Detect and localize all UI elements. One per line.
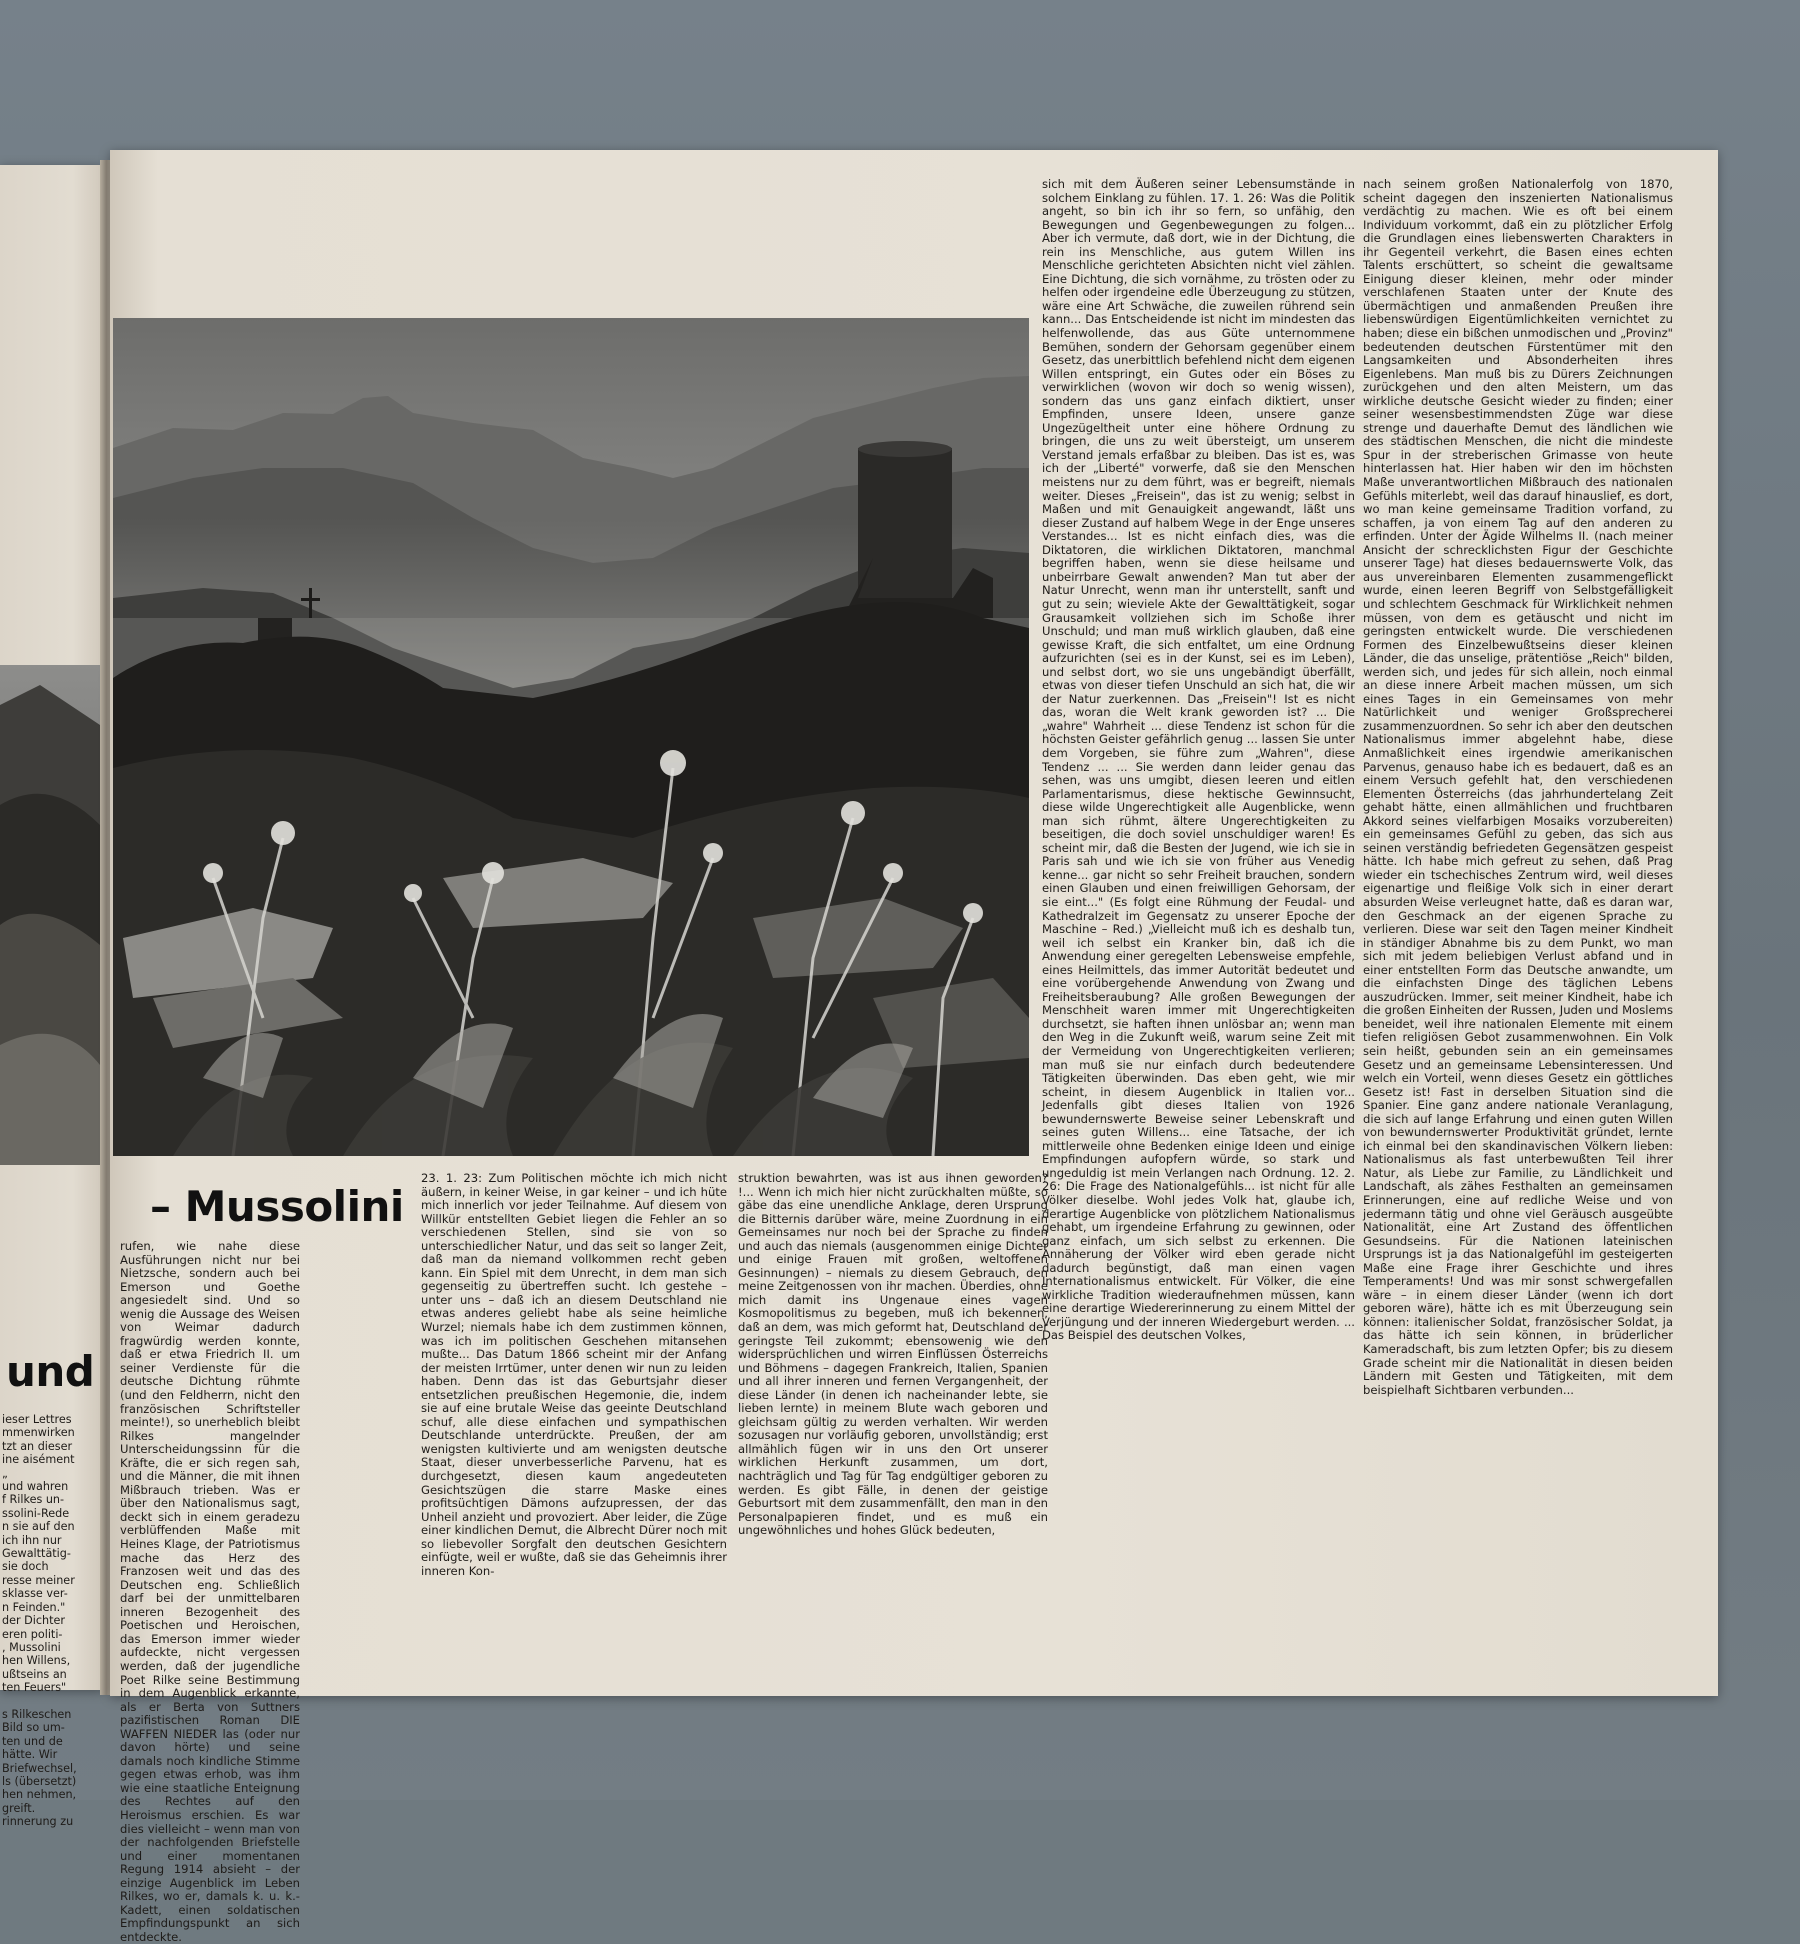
column-text: 23. 1. 23: Zum Politischen möchte ich mich nicht äußern, in keiner Weise, in gar keiner – und ich hüte mich innerlich vor jeder Teilnahme. Auf diesem von Willkür entstellten Gebiet liegen die Fehler an so verschiedenen Stellen, sind sie von so unterschiedlicher Natur, und das seit so langer Zeit, daß man da niemand vollkommen recht geben kann. Ein Spiel mit dem Unrecht, in dem man sich gegenseitig zu übertreffen sucht. Ich gestehe – unter uns – daß ich an diesem Deutschland nie etwas anderes geliebt habe als seine heimliche Wurzel; niemals habe ich dem zustimmen können, was ich im politischen Geschehen mitansehen mußte... Das Datum 1866 scheint mir der Anfang der meisten Irrtümer, unter denen wir nun zu leiden haben. Denn das ist das Geburtsjahr dieser entsetzlichen preußischen Hegemonie, die, indem sie auf eine brutale Weise das geeinte Deutschland schuf, alle diese einfachen und sympathischen Deutschlande unterdrückte. Preußen, der am wenigsten kultivierte und am wenigsten deutsche Staat, dieser unverbesserliche Parvenu, hat es durchgesetzt, diesen kaum angedeuteten Gesichtszügen die starre Maske eines profitsüchtigen Dämons aufzupressen, der das Unheil anzieht und provoziert. Aber leider, die Züge einer kindlichen Demut, die Albrecht Dürer noch mit so liebevoller Sorgfalt den deutschen Gesichtern einfügte, weil er wußte, daß sie das Geheimnis ihrer inneren Kon- <box>421 1171 727 1578</box>
left-text-column <box>2 1413 98 1829</box>
column-text: struktion bewahrten, was ist aus ihnen geworden? !... Wenn ich mich hier nicht zurückhalten müßte, so gäbe das eine unendliche Anklage, deren Ursprung die Bitternis darüber wäre, meine Zuordnung in ein Gemeinsames nur noch bei der Sprache zu finden und auch das niemals (ausgenommen einige Dichter und einige Frauen mit großen, weltoffenen Gesinnungen) – niemals zu diesem Gebrauch, den meine Zeitgenossen von ihr machen. Überdies, ohne mich damit ins Ungenaue eines vagen Kosmopolitismus zu begeben, muß ich bekennen, daß an dem, was mich geformt hat, Deutschland der geringste Teil zukommt; ebensowenig wie den widersprüchlichen und wirren Einflüssen Österreichs und Böhmens – dagegen Frankreich, Italien, Spanien und all ihrer inneren und fernen Vergangenheit, der diese Länder (in denen ich nacheinander lebte, sie lieben lernte) in meinem Blute wach geboren und gleichsam gültig zu werden verhalten. Wir werden sozusagen nur vorläufig geboren, unvollständig; erst allmählich fügen wir in uns den Ort unserer wirklichen Herkunft zusammen, um dort, nachträglich und Tag für Tag endgültiger geboren zu werden. Es gibt Fälle, in denen der geistige Geburtsort mit dem zusammenfällt, den man in den Personalpapieren findet, und es muß ein ungewöhnliches und hohes Glück bedeuten, <box>738 1171 1048 1538</box>
left-line <box>2 1695 98 1708</box>
castle-photo-illustration <box>113 318 1029 1156</box>
headline-mussolini: – Mussolini <box>150 1182 404 1231</box>
left-line: ten Feuers" <box>2 1681 67 1695</box>
left-line: resse meiner <box>2 1573 75 1587</box>
left-line: eren politi- <box>2 1627 63 1641</box>
castle-landscape-photo <box>113 318 1029 1156</box>
left-page <box>0 165 104 1829</box>
text-column-2 <box>421 1172 727 1578</box>
left-landscape-photo <box>0 665 100 1165</box>
left-line: und wahren <box>2 1480 69 1494</box>
left-line: ine aisément <box>2 1453 75 1467</box>
left-line: ten und de <box>2 1734 63 1748</box>
left-line: greift. <box>2 1801 36 1815</box>
left-line: ich ihn nur <box>2 1533 62 1547</box>
left-line: ieser Lettres <box>2 1413 72 1426</box>
left-line: ssolini-Rede <box>2 1506 70 1520</box>
left-line: ußtseins an <box>2 1667 67 1681</box>
text-column-4 <box>1042 178 1355 1343</box>
left-line: Bild so um- <box>2 1721 65 1735</box>
text-column-1 <box>120 1240 300 1944</box>
left-line: , Mussolini <box>2 1640 61 1654</box>
left-line: sklasse ver- <box>2 1587 68 1601</box>
left-line: Briefwechsel, <box>2 1761 77 1775</box>
left-line: hätte. Wir <box>2 1748 58 1762</box>
left-line: tzt an dieser <box>2 1439 73 1453</box>
left-headline: und <box>6 1347 95 1396</box>
left-line: s Rilkeschen <box>2 1707 72 1721</box>
left-line: ls (übersetzt) <box>2 1774 77 1788</box>
column-text: nach seinem großen Nationalerfolg von 1870, scheint dagegen den inszenierten Nationalismus verdächtig zu machen. Wie es oft bei einem Individuum vorkommt, daß ein zu plötzlicher Erfolg die Grundlagen eines liebenswerten Charakters in ihr Gegenteil verkehrt, die Basen eines echten Talents erschüttert, so scheint die gewaltsame Einigung dieser kleinen, mehr oder minder verschlafenen Staaten unter der Knute des übermächtigen und anmaßenden Preußen ihre liebenswürdigen Eigentümlichkeiten vernichtet zu haben; diese ein bißchen unmodischen und „Provinz" bedeutenden deutschen Fürstentümer mit den Langsamkeiten und Absonderheiten ihres Eigenlebens. Man muß bis zu Dürers Zeichnungen zurückgehen und den alten Meistern, um das wirkliche deutsche Gesicht wieder zu finden; einer seiner wesensbestimmendsten Züge war diese strenge und dauerhafte Demut des ländlichen wie des städtischen Menschen, die nicht die mindeste Spur in der streberischen Grimasse von heute hinterlassen hat. Hier haben wir den im höchsten Maße unverantwortlichen Mißbrauch des nationalen Gefühls miterlebt, weil das darauf hinauslief, es dort, wo man keine gemeinsame Tradition vorfand, zu schaffen, ja von einem Tag auf den anderen zu erfinden. Unter der Ägide Wilhelms II. (nach meiner Ansicht der schrecklichsten Figur der Geschichte unserer Tage) hat dieses bedauernswerte Volk, das aus unvereinbaren Elementen zusammengeflickt wurde, einen leeren Begriff von Selbstgefälligkeit und schlechtem Geschmack für Wirklichkeit nehmen müssen, von dem es getäuscht und nicht im geringsten entwickelt wurde. Die verschiedenen Formen des Einzelbewußtseins dieser kleinen Länder, die das unselige, prätentiöse „Reich" bilden, werden sich, und jedes für sich allein, noch einmal an diese innere Arbeit machen müssen, um sich eines Tages in ein Gemeinsames von mehr Natürlichkeit und weniger Großsprecherei zusammenzuordnen. So sehr ich aber den deutschen Nationalismus immer abgelehnt habe, diese Anmaßlichkeit eines irgendwie amerikanischen Parvenus, genauso habe ich es bedauert, daß es an einem Versuch gefehlt hat, den verschiedenen Elementen Österreichs (das jahrhundertelang Zeit gehabt hätte, einen allmählichen und fruchtbaren Akkord seines vielfarbigen Mosaiks vorzubereiten) ein gemeinsames Gefühl zu geben, das sich aus seinen verständig befriedeten Gegensätzen gespeist hätte. Ich habe mich gefreut zu sehen, daß Prag wieder ein tschechisches Zentrum wird, weil dieses eigenartige und fleißige Volk sich in einer derart absurden Weise verleugnet hatte, daß es daran war, den Geschmack an der eigenen Sprache zu verlieren. Diese war seit den Tagen meiner Kindheit in ständiger Abnahme bis zu dem Punkt, wo man sich mit jedem beliebigen Verlust abfand und in einer entstellten Form das Deutsche anwandte, um die einfachsten Dinge des täglichen Lebens auszudrücken. Immer, seit meiner Kindheit, habe ich die großen Einheiten der Russen, Juden und Moslems beneidet, weil ihre nationalen Elemente mit einem tiefen religiösen Gebot zusammenwohnen. Ein Volk sein heißt, gebunden sein an ein gemeinsames Gesetz und an gemeinsame Lebensinteressen. Und welch ein Vorteil, wenn dieses Gesetz ein göttliches Gesetz ist! Fast in derselben Situation sind die Spanier. Eine ganz andere nationale Veranlagung, die sich auf lange Erfahrung und einen guten Willen von bewundernswerter Produktivität gründet, lernte ich einmal bei den skandinavischen Völkern lieben: Nationalismus als fast unterbewußten Teil ihrer Natur, als Liebe zur Familie, zu Ländlichkeit und Landschaft, als zähes Festhalten an gemeinsamen Erinnerungen, eine auf redliche Weise und von jedermann tätig und ohne viel Geräusch ausgeübte Nationalität, eine Art Zustand des öffentlichen Gesundseins. Für die Nationen lateinischen Ursprungs ist ja das Nationalgefühl im gesteigerten Maße eine Frage ihrer Geschichte und ihres Temperaments! Und was mir sonst schwergefallen wäre – in einem dieser Länder (wenn ich dort geboren wäre), hätte ich es mit Überzeugung sein können: italienischer Soldat, französischer Soldat, ja das hätte ich sein können, in brüderlicher Kameradschaft, bis zum letzten Opfer; bis zu diesem Grade scheint mir die Nationalität in diesen beiden Ländern mit Gesten und Tätigkeiten, mit dem beispielhaft Sichtbaren verbunden... <box>1363 177 1673 1397</box>
text-column-3 <box>738 1172 1048 1538</box>
column-text: rufen, wie nahe diese Ausführungen nicht nur bei Nietzsche, sondern auch bei Emerson und Goethe angesiedelt sind. Und so wenig die Aussage des Weisen von Weimar dadurch fragwürdig werden konnte, daß er etwa Friedrich II. um seiner Verdienste für die deutsche Dichtung rühmte (und den Feldherrn, nicht den französischen Schriftsteller meinte!), so unerheblich bleibt Rilkes mangelnder Unterscheidungssinn für die Kräfte, die er sich regen sah, und die Männer, die mit ihnen Mißbrauch trieben. Was er über den Nationalismus sagt, deckt sich in einem geradezu verblüffenden Maße mit Heines Klage, der Patriotismus mache das Herz des Franzosen weit und das des Deutschen eng. Schließlich darf bei der unmittelbaren inneren Bezogenheit des Poetischen und Heroischen, das Emerson immer wieder aufdeckte, nicht vergessen werden, daß der jugendliche Poet Rilke seine Bestimmung in dem Augenblick erkannte, als er Berta von Suttners pazifistischen Roman DIE WAFFEN NIEDER las (oder nur davon hörte) und seine damals noch kindliche Stimme gegen etwas erhob, was ihm wie eine staatliche Enteignung des Rechtes auf den Heroismus erschien. Es war dies vielleicht – wenn man von der nachfolgenden Briefstelle und einer momentanen Regung 1914 absieht – der einzige Augenblick im Leben Rilkes, wo er, damals k. u. k.-Kadett, einen soldatischen Empfindungspunkt an sich entdeckte. <box>120 1239 300 1944</box>
left-line: Gewalttätig- <box>2 1547 71 1561</box>
left-line: sie doch <box>2 1560 49 1574</box>
left-line: hen Willens, <box>2 1654 71 1668</box>
left-line: f Rilkes un- <box>2 1493 65 1507</box>
left-line: n sie auf den <box>2 1520 75 1534</box>
left-line: mmenwirken <box>2 1426 75 1440</box>
column-text: sich mit dem Äußeren seiner Lebensumstände in solchem Einklang zu fühlen. 17. 1. 26: Was die Politik angeht, so bin ich ihr so fern, so unfähig, den Bewegungen und Gegenbewegungen zu folgen... Aber ich vermute, daß dort, wie in der Dichtung, die rein ins Menschliche, aus gutem Willen ins Menschliche gerichteten Absichten nicht viel zählen. Eine Dichtung, die sich vornähme, zu trösten oder zu helfen oder irgendeine edle Überzeugung zu stützen, wäre eine Art Schwäche, die zuweilen rührend sein kann... Das Entscheidende ist nicht im mindesten das helfenwollende, das aus Güte unternommene Bemühen, sondern der Gehorsam gegenüber einem Gesetz, das unerbittlich befehlend nicht dem eigenen Willen entspringt, ein Gutes oder ein Böses zu verwirklichen (wovon wir doch so wenig wissen), sondern das uns ganz einfach diktiert, unser Empfinden, unsere Ideen, unsere ganze Ungezügeltheit unter eine höhere Ordnung zu bringen, die uns zu weit übersteigt, um unserem Verstand jemals erfaßbar zu bleiben. Das ist es, was ich der „Liberté" vorwerfe, daß sie den Menschen meistens nur zu dem führt, was er begreift, niemals weiter. Dieses „Freisein", das ist zu wenig; selbst in Maßen und mit Genauigkeit angewandt, läßt uns dieser Zustand auf halbem Wege in der Enge unseres Verstandes... Ist es nicht einfach dies, was die Diktatoren, die wirklichen Diktatoren, manchmal begriffen haben, wenn sie diese heilsame und unbeirrbare Gewalt anwenden? Man tut aber der Natur Unrecht, wenn man ihr unterstellt, sanft und gut zu sein; wieviele Akte der Gewalttätigkeit, sogar Grausamkeit vollziehen sich im Schoße ihrer Unschuld; und man muß wirklich glauben, daß eine gewisse Kraft, die sich entfaltet, um eine Ordnung aufzurichten (sei es in der Kunst, sei es im Leben), und selbst dort, wo sie uns ungebändigt überfällt, etwas von dieser tiefen Unschuld an sich hat, die wir der Natur zuerkennen. Das „Freisein"! Ist es nicht das, woran die Welt krank geworden ist? ... Die „wahre" Wahrheit ... diese Tendenz ist schon für die höchsten Geister gefährlich genug ... lassen Sie unter dem Vorgeben, sie führe zum „Wahren", diese Tendenz ... ... Sie werden dann leider genau das sehen, was uns umgibt, diesen leeren und eitlen Parlamentarismus, diese hektische Gewinnsucht, diese wilde Ungerechtigkeit alle Augenblicke, wenn man sich rühmt, ältere Ungerechtigkeiten zu beseitigen, die doch soviel unschuldiger waren! Es scheint mir, daß die Besten der Jugend, wie ich sie in Paris sah und wie ich sie von früher aus Venedig kenne... gar nicht so sehr Freiheit brauchen, sondern einen Glauben und einen freiwilligen Gehorsam, der sie eint..." (Es folgt eine Rühmung der Feudal- und Kathedralzeit im Gegensatz zu unserer Epoche der Maschine – Red.) „Vielleicht muß ich es deshalb tun, weil ich selbst ein Kranker bin, daß ich die Anwendung einer geregelten Lebensweise empfehle, eines Heilmittels, das immer Autorität bedeutet und eine vorübergehende Anwendung von Zwang und Freiheitsberaubung? Alle großen Bewegungen der Menschheit waren immer mit Ungerechtigkeiten durchsetzt, sie haften ihnen unlösbar an; wenn man den Weg in die Zukunft weiß, warum seine Zeit mit der Vermeidung von Ungerechtigkeiten verlieren; man muß sie nur einfach durch bedeutendere Tätigkeiten überwinden. Das eben geht, wie mir scheint, in diesem Augenblick in Italien vor... Jedenfalls gibt dieses Italien von 1926 bewundernswerte Beweise seiner Lebenskraft und seines guten Willens... eine Tatsache, der ich mittlerweile ohne Bedenken einige Ideen und einige Empfindungen aufopfern würde, so stark und ungeduldig ist mein Verlangen nach Ordnung. 12. 2. 26: Die Frage des Nationalgefühls... ist nicht für alle Völker dieselbe. Wohl jedes Volk hat, glaube ich, derartige Augenblicke von plötzlichem Nationalismus gehabt, um irgendeine Erfahrung zu gewinnen, oder ganz einfach, um sich selbst zu erkennen. Die Annäherung der Völker wird eben gerade nicht dadurch begünstigt, daß man einen vagen Internationalismus entwickelt. Für Völker, die eine wirkliche Tradition wiederaufnehmen müssen, kann eine derartige Wiedererinnerung zu einem Mittel der Verjüngung und der inneren Wiedergeburt werden. ... Das Beispiel des deutschen Volkes, <box>1042 177 1355 1343</box>
left-line: rinnerung zu <box>2 1815 74 1829</box>
left-line: n Feinden." <box>2 1600 66 1614</box>
left-line: der Dichter <box>2 1614 65 1628</box>
text-column-5 <box>1363 178 1673 1397</box>
castle-tower <box>858 448 952 598</box>
mountain-photo-fragment <box>0 665 100 1165</box>
left-line: „ <box>2 1466 8 1480</box>
left-line: hen nehmen, <box>2 1788 77 1802</box>
